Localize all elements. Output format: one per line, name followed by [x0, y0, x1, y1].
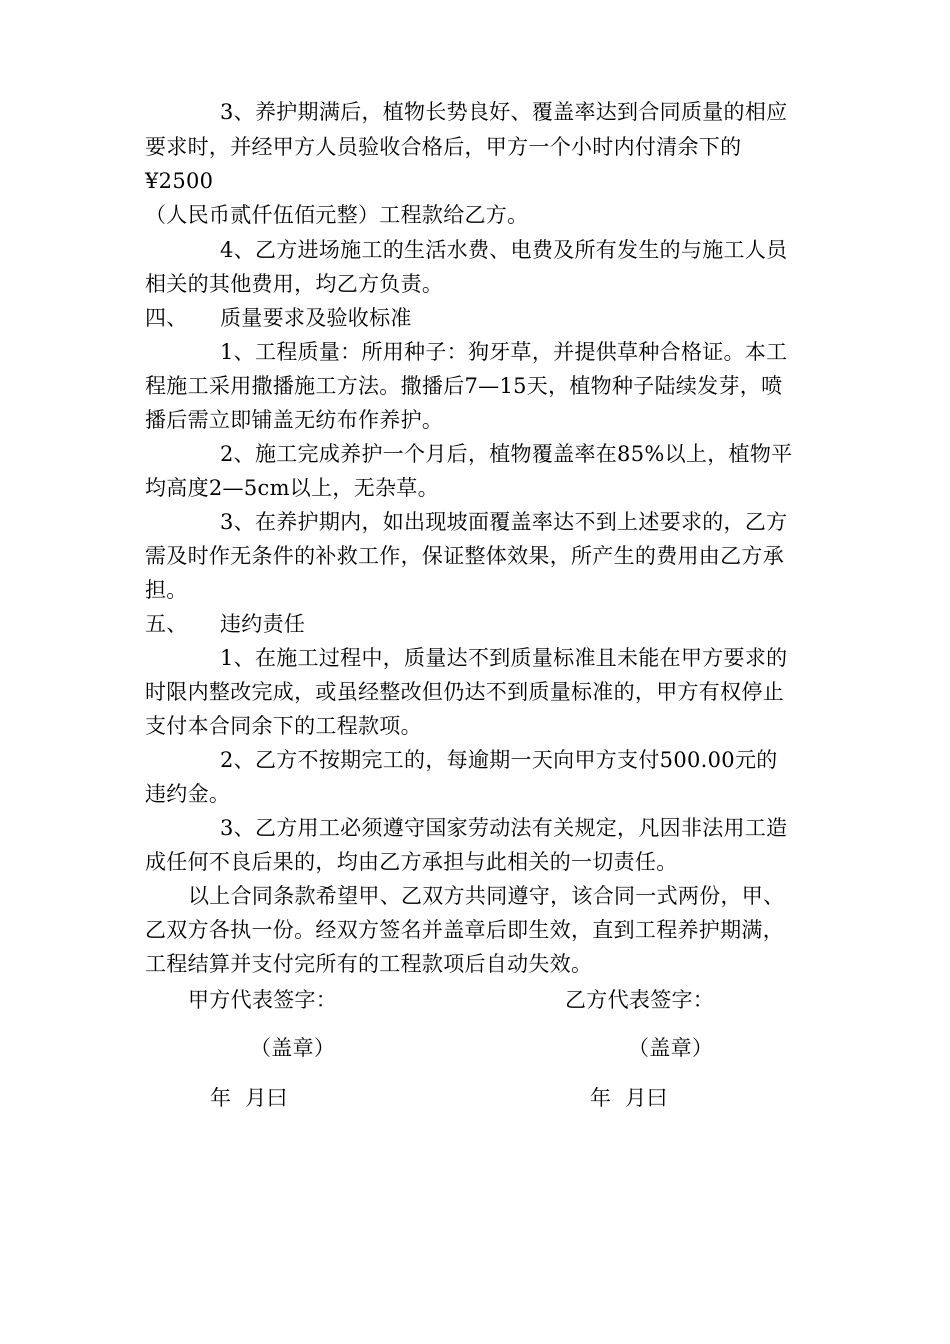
section-heading: 质量要求及验收标准 [220, 306, 412, 330]
text-line: 均高度2—5cm以上，无杂草。 [145, 476, 439, 500]
party-b-signature-label: 乙方代表签字： [565, 988, 715, 1012]
text-line: 担。 [145, 578, 188, 602]
text-line: 1、在施工过程中，质量达不到质量标准且未能在甲方要求的 [220, 646, 788, 670]
text-line: 程施工采用撒播施工方法。撒播后7—15天，植物种子陆续发芽，喷 [145, 374, 783, 398]
party-a-seal: （盖章） [250, 1036, 336, 1060]
text-line: 3、乙方用工必须遵守国家劳动法有关规定，凡因非法用工造 [220, 816, 788, 840]
party-a-signature-label: 甲方代表签字： [188, 988, 338, 1012]
text-line: 成任何不良后果的，均由乙方承担与此相关的一切责任。 [145, 850, 678, 874]
section-number: 四、 [145, 306, 188, 330]
text-line: ¥2500 [145, 169, 214, 193]
section-number: 五、 [145, 612, 188, 636]
party-b-date: 年 月曰 [590, 1086, 668, 1110]
section-heading: 违约责任 [220, 612, 306, 636]
text-line: 要求时，并经甲方人员验收合格后，甲方一个小时内付清余下的 [145, 135, 742, 159]
text-line: 以上合同条款希望甲、乙双方共同遵守，该合同一式两份，甲、 [188, 884, 785, 908]
text-line: 支付本合同余下的工程款项。 [145, 714, 422, 738]
text-line: 播后需立即铺盖无纺布作养护。 [145, 408, 444, 432]
text-line: 2、乙方不按期完工的，每逾期一天向甲方支付500.00元的 [220, 748, 778, 772]
text-line: 相关的其他费用，均乙方负责。 [145, 272, 444, 296]
text-line: 需及时作无条件的补救工作，保证整体效果，所产生的费用由乙方承 [145, 544, 784, 568]
party-b-seal: （盖章） [628, 1036, 714, 1060]
text-line: 违约金。 [145, 782, 231, 806]
text-line: 工程结算并支付完所有的工程款项后自动失效。 [145, 952, 593, 976]
text-line: 4、乙方进场施工的生活水费、电费及所有发生的与施工人员 [220, 238, 788, 262]
text-line: 3、在养护期内，如出现坡面覆盖率达不到上述要求的，乙方 [220, 510, 788, 534]
text-line: 时限内整改完成，或虽经整改但仍达不到质量标准的，甲方有权停止 [145, 680, 784, 704]
text-line: 1、工程质量：所用种子：狗牙草，并提供草种合格证。本工 [220, 340, 788, 364]
text-line: 2、施工完成养护一个月后，植物覆盖率在85%以上，植物平 [220, 442, 793, 466]
party-a-date: 年 月曰 [210, 1086, 288, 1110]
text-line: 乙双方各执一份。经双方签名并盖章后即生效，直到工程养护期满， [145, 918, 784, 942]
text-line: 3、养护期满后，植物长势良好、覆盖率达到合同质量的相应 [220, 100, 788, 124]
text-line: （人民币贰仟伍佰元整）工程款给乙方。 [145, 203, 529, 227]
